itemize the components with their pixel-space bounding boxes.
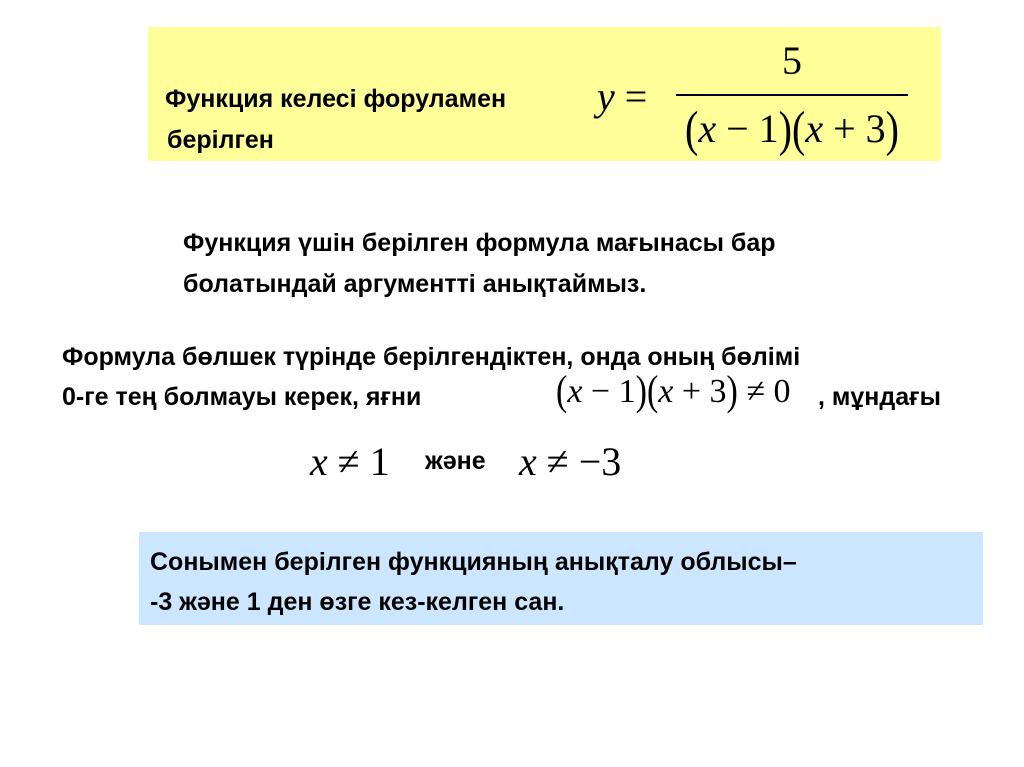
- cond-factor2-var: x: [658, 373, 674, 410]
- formula-lhs: [597, 74, 647, 120]
- den-factor1-var: x: [698, 106, 717, 151]
- definition-text-line2: берілген: [167, 126, 274, 154]
- goal-text-line1: Функция үшін берілген формула мағынасы бар: [183, 229, 776, 257]
- paren-close: ): [726, 368, 738, 415]
- condition-expression: [556, 368, 791, 415]
- paren-open: (: [646, 368, 659, 415]
- formula-lhs-var: y: [597, 74, 615, 119]
- exclusion-first: [310, 439, 390, 485]
- cond-factor2-const: 3: [709, 373, 727, 410]
- goal-text-line2: болатындай аргументті анықтаймыз.: [183, 270, 647, 298]
- paren-close: ): [885, 100, 899, 157]
- exclusion-second: [519, 439, 621, 485]
- cond-rhs: 0: [773, 373, 791, 410]
- excl2-relation: ≠: [546, 439, 569, 484]
- den-factor2-const: 3: [865, 106, 886, 151]
- conclusion-text-line1: Сонымен берілген функцияның анықталу облысы–: [150, 548, 797, 576]
- excl1-relation: ≠: [337, 439, 360, 484]
- reasoning-text-line1: Формула бөлшек түрінде берілгендіктен, онда оның бөлімі: [62, 343, 801, 371]
- reasoning-text-line2-suffix: , мұндағы: [818, 383, 941, 411]
- paren-open: (: [792, 100, 806, 157]
- cond-factor1-op: −: [590, 373, 611, 410]
- den-factor1-const: 1: [758, 106, 779, 151]
- exclusion-conjunction: және: [425, 447, 486, 475]
- formula-equals: =: [624, 74, 648, 119]
- reasoning-text-line2-prefix: 0-ге тең болмауы керек, яғни: [62, 383, 422, 411]
- paren-open: (: [556, 368, 568, 415]
- den-factor1-op: −: [726, 106, 749, 151]
- cond-factor2-op: +: [681, 373, 702, 410]
- cond-relation: ≠: [746, 373, 766, 410]
- cond-factor1-const: 1: [618, 373, 636, 410]
- excl2-value: −3: [578, 439, 622, 484]
- fraction-bar: [676, 94, 908, 96]
- formula-denominator: [676, 100, 908, 157]
- den-factor2-op: +: [833, 106, 856, 151]
- formula-numerator: 5: [782, 38, 802, 83]
- cond-factor1-var: x: [567, 373, 583, 410]
- den-factor2-var: x: [805, 106, 824, 151]
- definition-text-line1: Функция келесі форуламен: [165, 85, 507, 113]
- paren-close: ): [778, 100, 792, 157]
- excl1-var: x: [310, 439, 328, 484]
- conclusion-text-line2: -3 және 1 ден өзге кез-келген сан.: [150, 588, 565, 616]
- excl2-var: x: [519, 439, 537, 484]
- excl1-value: 1: [369, 439, 390, 484]
- paren-open: (: [685, 100, 699, 157]
- paren-close: ): [635, 368, 647, 415]
- formula-fraction: [676, 38, 908, 164]
